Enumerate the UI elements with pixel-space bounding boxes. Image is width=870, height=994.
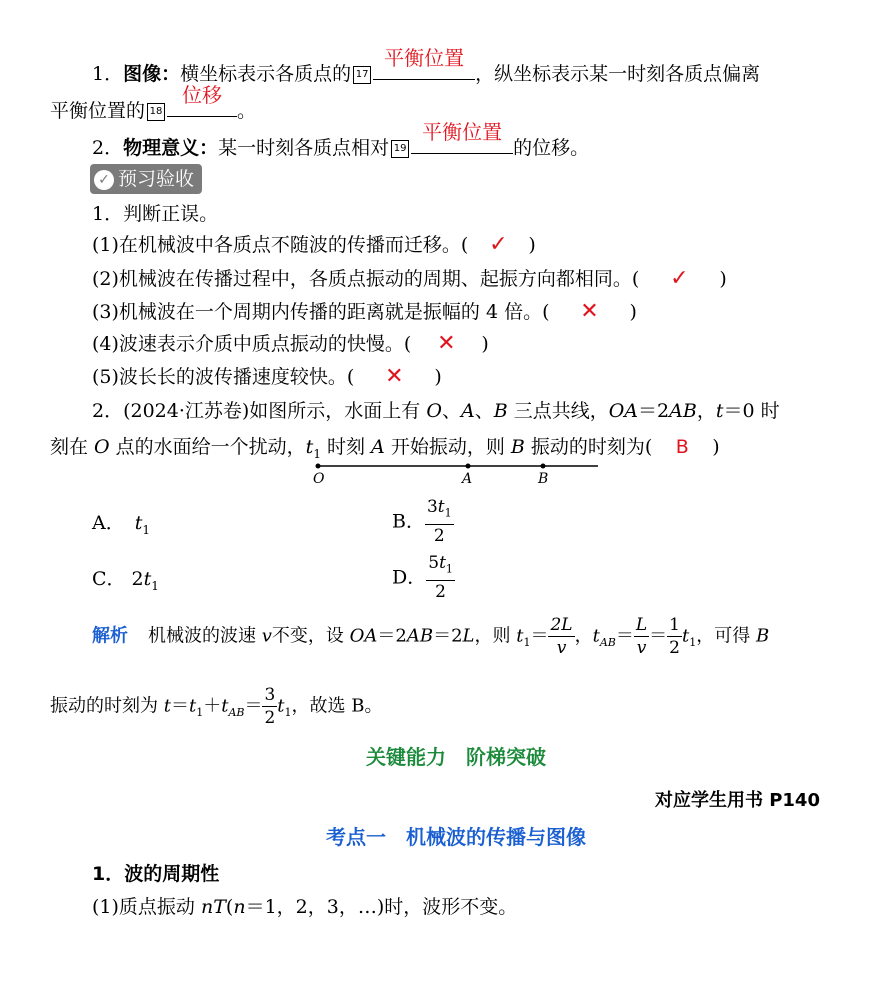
var: t	[305, 436, 314, 458]
text: ，纵坐标表示某一时刻各质点偏离	[475, 63, 761, 85]
var: AB	[406, 625, 434, 647]
var: t	[516, 625, 524, 647]
period-heading: 1．波的周期性	[92, 863, 220, 885]
text: ＝	[244, 695, 263, 717]
item-label: 图像：	[123, 63, 181, 85]
var: t	[681, 625, 690, 647]
judge-item	[92, 364, 442, 390]
subscript: 1	[689, 636, 697, 650]
subscript: 1	[151, 578, 159, 593]
judge-text: (2)机械波在传播过程中，各质点振动的周期、起振方向都相同。(	[92, 268, 640, 290]
item-number: 1．	[92, 63, 124, 85]
text: ＋	[203, 695, 222, 717]
text: 振动的时刻为(	[524, 436, 653, 458]
text: (	[225, 896, 234, 918]
blank-number-box: 18	[147, 103, 165, 121]
badge-label: 预习验收	[118, 168, 195, 190]
text: 三点共线，	[507, 400, 609, 422]
point-o-label: O	[313, 471, 325, 487]
paren: )	[434, 366, 442, 388]
judge-text: (4)波速表示介质中质点振动的快慢。(	[92, 333, 412, 355]
text: 点的水面给一个扰动，	[109, 436, 306, 458]
subscript: AB	[228, 706, 245, 720]
var: OA	[349, 625, 378, 647]
cross-mark-icon: ✕	[385, 364, 404, 389]
paren: )	[528, 234, 536, 256]
text: ，	[574, 625, 593, 647]
subscript: 1	[523, 636, 531, 650]
text: ＝2	[377, 625, 407, 647]
text: (1)质点振动	[92, 896, 201, 918]
var: L	[462, 625, 475, 647]
text: ＝	[530, 625, 549, 647]
option-c[interactable]	[92, 566, 159, 599]
var: t	[163, 695, 171, 717]
var: n	[233, 896, 246, 918]
definition-meaning	[92, 120, 590, 161]
var: t	[437, 497, 445, 517]
text: ＝	[170, 695, 189, 717]
answer-blank	[373, 46, 475, 80]
var: nT	[200, 896, 226, 918]
judge-item	[92, 232, 536, 258]
text: 、	[441, 400, 461, 422]
numerator: 1	[669, 615, 680, 635]
text: 。	[237, 100, 257, 122]
numerator: 2L	[550, 615, 573, 635]
book-reference: 对应学生用书 P140	[654, 790, 820, 811]
check-circle-icon: ✓	[94, 170, 114, 190]
answer-text: 平衡位置	[422, 120, 503, 144]
preview-check-badge	[90, 164, 202, 194]
answer-text: B	[675, 436, 689, 458]
text: ＝2	[638, 400, 670, 422]
digit: 5	[428, 553, 440, 573]
fraction	[634, 614, 649, 659]
digit: 2	[131, 568, 144, 590]
solution-line-1	[92, 614, 769, 659]
solution-label: 解析	[92, 625, 128, 647]
text: ，故选 B。	[291, 695, 383, 717]
text: 的位移。	[513, 137, 590, 159]
denominator: 2	[669, 638, 680, 658]
option-label: D．	[392, 566, 427, 589]
text: 振动的时刻为	[50, 695, 164, 717]
var: t	[277, 695, 285, 717]
text: ＝1，2，3，…)时，波形不变。	[245, 896, 518, 918]
judge-item	[92, 331, 489, 357]
option-b[interactable]	[392, 496, 454, 547]
blank-number-box: 17	[353, 66, 371, 84]
section-heading: 关键能力 阶梯突破	[366, 745, 546, 769]
text: ，可得	[696, 625, 756, 647]
period-line-1	[92, 894, 517, 920]
text: 、	[474, 400, 494, 422]
text: 开始振动，则	[384, 436, 511, 458]
subscript: 1	[196, 706, 204, 720]
denominator: v	[636, 638, 647, 658]
definition-image-cont	[50, 83, 257, 124]
text: 平衡位置的	[50, 100, 146, 122]
check-mark-icon: ✓	[670, 266, 689, 291]
point-label: B	[493, 400, 508, 422]
var: t	[439, 553, 446, 573]
text: 不变，设	[271, 625, 350, 647]
point-label: B	[755, 625, 770, 647]
fraction	[425, 496, 454, 547]
fraction	[667, 614, 682, 659]
var: t	[592, 625, 600, 647]
var: t	[715, 400, 724, 422]
numerator: 3	[264, 685, 276, 705]
text: 横坐标表示各质点的	[180, 63, 352, 85]
item-label: 物理意义：	[123, 137, 219, 159]
text: ，则	[474, 625, 517, 647]
option-label: A．	[92, 512, 125, 534]
var: OA	[608, 400, 639, 422]
point-a	[466, 464, 471, 469]
text: ＝0 时	[723, 400, 780, 422]
text: 机械波的波速	[148, 625, 262, 647]
point-label: A	[371, 436, 385, 458]
answer-text: 位移	[182, 83, 223, 107]
blank-number-box: 19	[391, 140, 409, 158]
point-a-label: A	[462, 471, 473, 487]
point-b	[541, 464, 546, 469]
subscript: 1	[444, 506, 452, 520]
denominator: 2	[435, 582, 446, 603]
judge-text: (5)波长长的波传播速度较快。(	[92, 366, 355, 388]
option-a[interactable]	[92, 510, 150, 543]
var: t	[221, 695, 229, 717]
judge-text: (1)在机械波中各质点不随波的传播而迁移。(	[92, 234, 469, 256]
text: 2．(2024·江苏卷)如图所示，水面上有	[92, 400, 427, 422]
solution-line-2	[50, 684, 382, 729]
paren: )	[481, 333, 489, 355]
var: t	[143, 568, 152, 590]
denominator: 2	[433, 526, 445, 547]
option-label: C．	[92, 568, 126, 590]
judge-title: 1．判断正误。	[92, 203, 219, 225]
judge-item	[92, 266, 727, 292]
cross-mark-icon: ✕	[580, 299, 599, 324]
question-2-stem	[92, 398, 780, 424]
numerator: L	[635, 615, 648, 635]
answer-text: 平衡位置	[384, 46, 465, 70]
point-label: B	[510, 436, 525, 458]
answer-blank	[167, 83, 237, 117]
subscript: 1	[445, 562, 453, 576]
judge-item	[92, 299, 637, 325]
check-mark-icon: ✓	[489, 232, 508, 257]
text: 某一时刻各质点相对	[218, 137, 390, 159]
paren: )	[629, 301, 637, 323]
denominator: 2	[264, 708, 276, 728]
cross-mark-icon: ✕	[437, 331, 456, 356]
point-o	[316, 464, 321, 469]
fraction	[426, 552, 455, 603]
digit: 3	[426, 497, 438, 517]
var: AB	[669, 400, 697, 422]
kaodian-heading: 考点一 机械波的传播与图像	[326, 825, 586, 849]
fraction	[548, 614, 574, 659]
subscript: AB	[599, 636, 616, 650]
point-label: O	[426, 400, 442, 422]
answer-blank	[411, 120, 513, 154]
subscript: 1	[284, 706, 292, 720]
var: v	[261, 625, 272, 647]
item-number: 2．	[92, 137, 124, 159]
text: ＝	[615, 625, 634, 647]
denominator: v	[556, 638, 567, 658]
text: 时刻	[320, 436, 372, 458]
paren: )	[712, 436, 720, 458]
var: t	[188, 695, 197, 717]
text: ，	[696, 400, 716, 422]
subscript: 1	[142, 522, 151, 537]
fraction	[262, 684, 277, 729]
var: t	[134, 512, 143, 534]
option-label: B．	[392, 510, 425, 533]
text: 刻在	[50, 436, 95, 458]
judge-text: (3)机械波在一个周期内传播的距离就是振幅的 4 倍。(	[92, 301, 550, 323]
line-diagram	[300, 458, 610, 490]
point-label: A	[460, 400, 475, 422]
text: ＝	[649, 625, 668, 647]
paren: )	[719, 268, 727, 290]
option-d[interactable]	[392, 552, 455, 603]
text: ＝2	[433, 625, 463, 647]
point-b-label: B	[538, 471, 549, 487]
subscript: 1	[313, 446, 321, 461]
point-label: O	[94, 436, 110, 458]
